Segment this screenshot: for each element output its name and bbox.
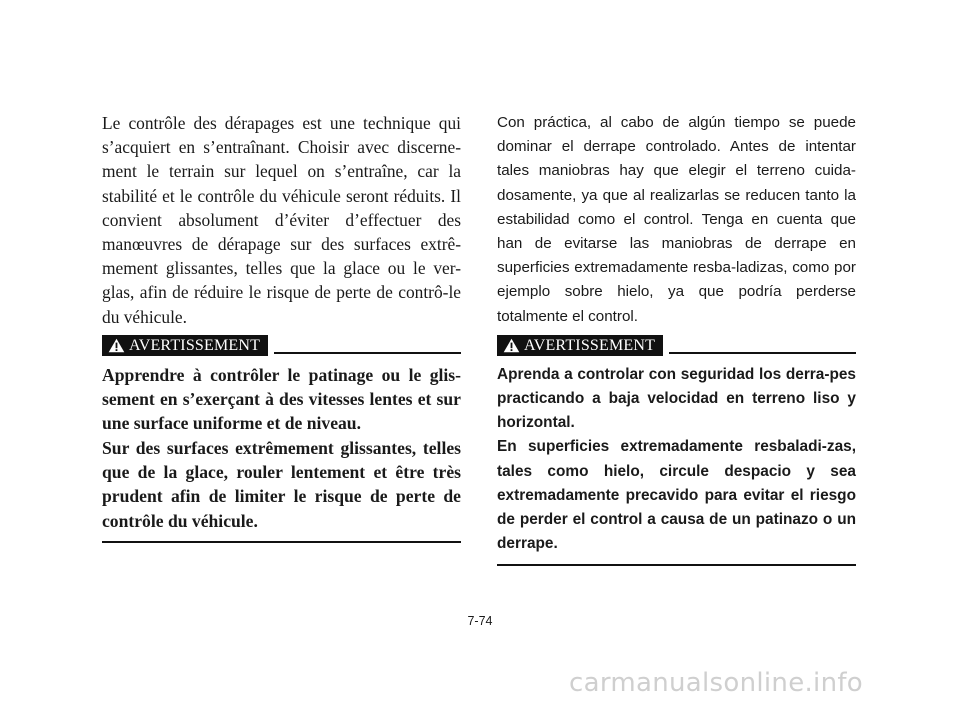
- french-column: [102, 111, 461, 543]
- french-warning-rule: [274, 352, 461, 354]
- spanish-warning-text-2: En superficies extremadamente resbaladi-zas, tales como hielo, circule despacio y sea extremadamente precavido para evitar el riesgo de perder el control a causa de un patinazo o un derrape.: [497, 438, 856, 553]
- warning-triangle-icon: [503, 338, 520, 353]
- spanish-warning-rule: [669, 352, 856, 354]
- french-warning-end-rule: [102, 541, 461, 543]
- warning-triangle-icon: [108, 338, 125, 353]
- spanish-warning-end-rule: [497, 564, 856, 566]
- french-warning-header: [102, 335, 461, 357]
- spanish-warning-badge: [497, 335, 663, 356]
- french-warning-badge: [102, 335, 268, 356]
- spanish-warning-label: AVERTISSEMENT: [524, 336, 656, 354]
- spanish-warning-text-1: Aprenda a controlar con seguridad los derra-pes practicando a baja velocidad en terreno liso y horizontal.: [497, 365, 856, 432]
- french-paragraph: Le contrôle des dérapages est une technique qui s’acquiert en s’entraînant. Choisir avec discerne-ment le terrain sur lequel on s’entraîne, car la stabilité et le contrôle du véhicule seront réduits. Il convient absolument d’éviter d’effectuer des manœuvres de dérapage sur des surfaces extrê-mement glissantes, telles que la glace ou le ver-glas, afin de réduire le risque de perte de contrô-le du véhicule.: [102, 113, 461, 327]
- page-number: 7-74: [467, 614, 493, 628]
- spanish-warning-header: [497, 335, 856, 357]
- spanish-column: [497, 111, 856, 566]
- french-warning-text-1: Apprendre à contrôler le patinage ou le glis-sement en s’exerçant à des vitesses lentes et sur une surface uniforme et de niveau.: [102, 364, 461, 434]
- french-warning-label: AVERTISSEMENT: [129, 336, 261, 354]
- spanish-paragraph: Con práctica, al cabo de algún tiempo se puede dominar el derrape controlado. Antes de intentar tales maniobras hay que elegir el terreno cuida-dosamente, ya que al realizarlas se reducen tanto la estabilidad como el control. Tenga en cuenta que han de evitarse las maniobras de derrape en superficies extremadamente resba-ladizas, como por ejemplo sobre hielo, ya que podría perderse totalmente el control.: [497, 114, 856, 325]
- watermark: carmanualsonline.info: [569, 668, 864, 698]
- french-warning-text-2: Sur des surfaces extrêmement glissantes, telles que de la glace, rouler lentement et être très prudent afin de limiter le risque de perte de contrôle du véhicule.: [102, 437, 461, 531]
